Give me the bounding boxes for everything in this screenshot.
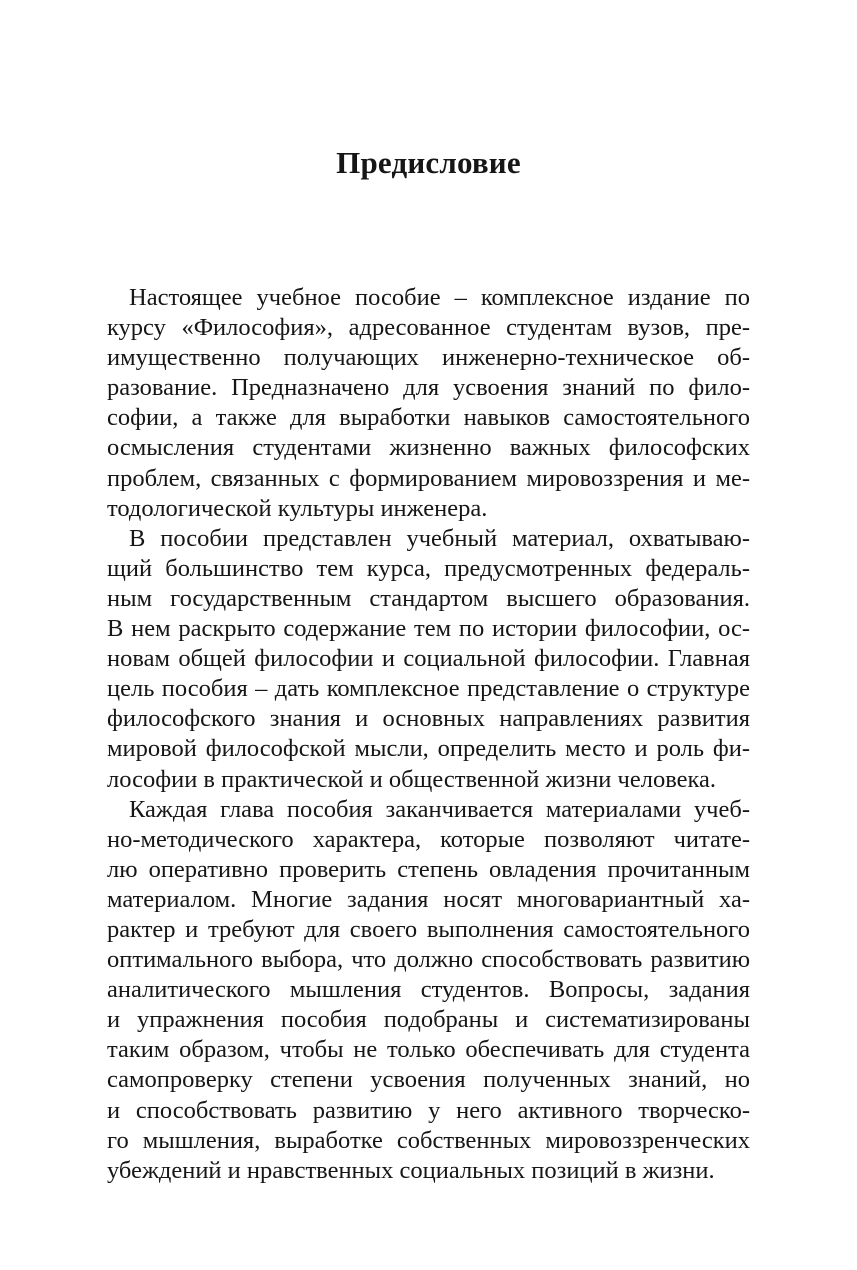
text-line: щий большинство тем курса, предусмотренных федераль-: [107, 554, 750, 582]
text-line: философского знания и основных направлениях развития: [107, 705, 750, 733]
text-line: софии, а также для выработки навыков самостоятельного: [107, 404, 750, 432]
text-line: Настоящее учебное пособие – комплексное издание по: [129, 284, 750, 311]
text-line: таким образом, чтобы не только обеспечивать для студента: [107, 1036, 750, 1064]
text-line: курсу «Философия», адресованное студентам вузов, пре-: [107, 314, 750, 342]
text-line: оптимального выбора, что должно способствовать развитию: [107, 946, 750, 974]
text-line: мировой философской мысли, определить место и роль фи-: [107, 735, 750, 763]
text-line: осмысления студентами жизненно важных философских: [107, 434, 750, 462]
text-line: и способствовать развитию у него активного творческо-: [107, 1096, 750, 1124]
text-line: но-методического характера, которые позволяют читате-: [107, 825, 750, 853]
text-line: го мышления, выработке собственных мировоззренческих: [107, 1126, 750, 1154]
text-line: материалом. Многие задания носят многовариантный ха-: [107, 885, 750, 913]
text-line: самопроверку степени усвоения полученных знаний, но: [107, 1066, 750, 1094]
text-line: лософии в практической и общественной жизни человека.: [107, 765, 717, 793]
text-line: аналитического мышления студентов. Вопросы, задания: [107, 976, 750, 1004]
page-body: [107, 283, 750, 1186]
text-line: цель пособия – дать комплексное представление о структуре: [107, 675, 750, 703]
text-line: Каждая глава пособия заканчивается материалами учеб-: [129, 795, 750, 823]
text-line: лю оперативно проверить степень овладения прочитанным: [107, 855, 750, 883]
paragraph-3: [107, 795, 750, 1186]
text-line: В пособии представлен учебный материал, охватываю-: [129, 524, 750, 552]
text-line: разование. Предназначено для усвоения знаний по фило-: [107, 374, 750, 402]
text-line: проблем, связанных с формированием мировоззрения и ме-: [107, 464, 750, 492]
text-line: имущественно получающих инженерно-техническое об-: [107, 344, 750, 372]
text-line: новам общей философии и социальной философии. Главная: [107, 645, 750, 673]
paragraph-1: [107, 283, 750, 524]
text-line: ным государственным стандартом высшего образования.: [107, 584, 750, 612]
text-line: убеждений и нравственных социальных позиций в жизни.: [107, 1156, 715, 1184]
text-line: В нем раскрыто содержание тем по истории философии, ос-: [107, 615, 750, 643]
text-line: тодологической культуры инженера.: [107, 494, 488, 522]
paragraph-2: [107, 524, 750, 795]
page-title: Предисловие: [336, 145, 521, 180]
text-line: и упражнения пособия подобраны и систематизированы: [107, 1006, 750, 1034]
text-line: рактер и требуют для своего выполнения самостоятельного: [107, 915, 750, 943]
